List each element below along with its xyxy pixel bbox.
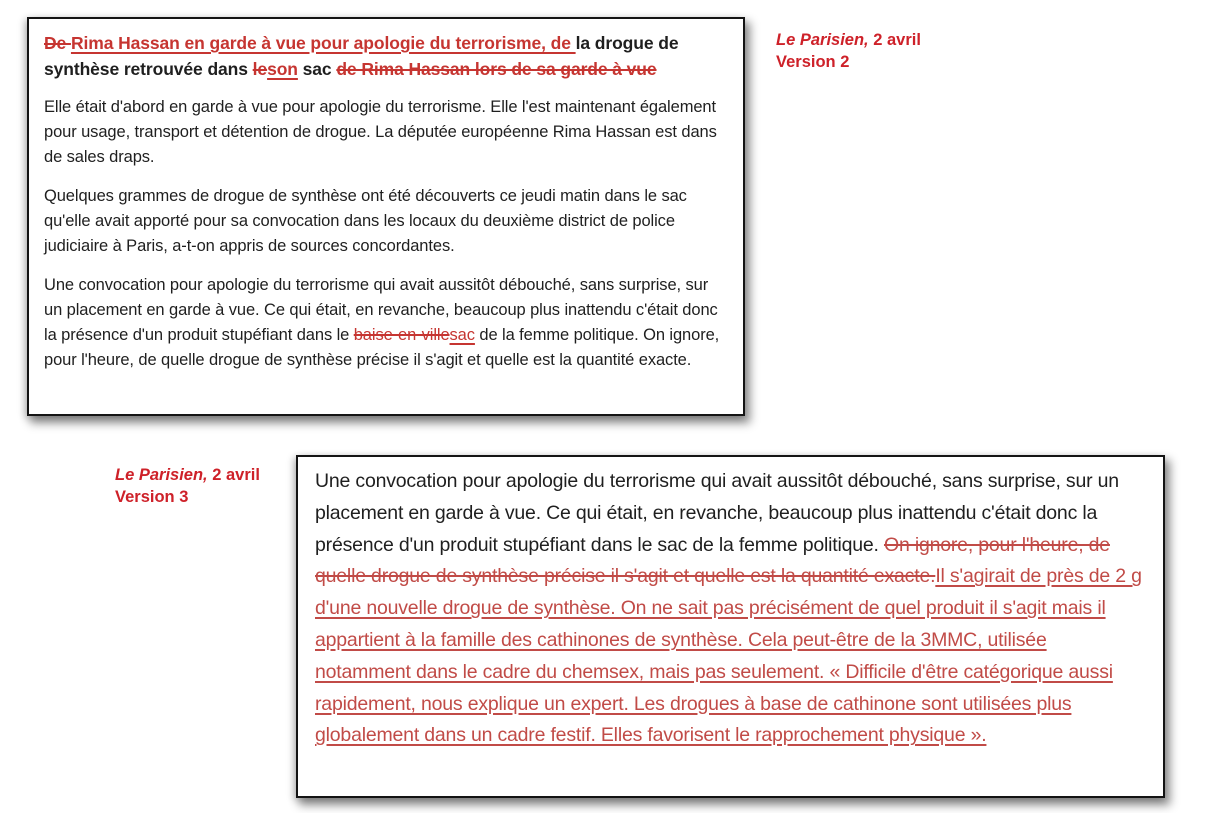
text-run-normal: la drogue de synthèse retrouvée dans [44,33,679,79]
article-title-tracked-changes [44,30,728,82]
text-run-deleted: De [44,33,71,53]
text-run-normal: Elle était d'abord en garde à vue pour apologie du terrorisme. Elle l'est maintenant également pour usage, transport et détention de drogue. La députée européenne Rima Hassan est dans de sales draps. [44,98,717,166]
version2-source-label [776,29,921,73]
text-run-inserted: sac [449,326,475,344]
text-run-inserted: son [267,59,298,79]
paragraph [44,184,728,259]
text-run-deleted: de Rima Hassan lors de sa garde à vue [336,59,657,79]
source-date: 2 avril [868,31,921,49]
text-run-deleted: le [252,59,268,79]
text-run-normal: sac [297,59,337,79]
paragraph [315,466,1146,752]
text-run-normal: Une convocation pour apologie du terrorisme qui avait aussitôt débouché, sans surprise, sur un placement en garde à vue. Ce qui était, en revanche, beaucoup plus inattendu c'était donc la présence d'un produit stupéfiant dans le sac de la femme politique. [315,470,1119,556]
version2-document-box [27,17,745,416]
paragraph [44,273,728,373]
version3-source-label [115,464,260,508]
source-name: Le Parisien, [776,31,869,49]
text-run-deleted: baise-en-ville [353,326,450,344]
version3-document-box [296,455,1165,798]
text-run-inserted: Rima Hassan en garde à vue pour apologie du terrorisme, de [70,33,576,53]
source-name: Le Parisien, [115,466,208,484]
text-run-normal: Une convocation pour apologie du terrorisme qui avait aussitôt débouché, sans surprise, sur un placement en garde à vue. Ce qui était, en revanche, beaucoup plus inattendu c'était donc la présence d'un produit stupéfiant dans le [44,276,718,344]
version-number: Version 3 [115,488,189,506]
text-run-deleted: On ignore, pour l'heure, de quelle drogue de synthèse précise il s'agit et quelle est la quantité exacte. [315,533,1110,588]
paragraph [44,95,728,170]
text-run-normal: Quelques grammes de drogue de synthèse ont été découverts ce jeudi matin dans le sac qu'elle avait apporté pour sa convocation dans les locaux du deuxième district de police judiciaire à Paris, a-t-on appris de sources concordantes. [44,187,687,255]
text-run-inserted: Il s'agirait de près de 2 g d'une nouvelle drogue de synthèse. On ne sait pas précisément de quel produit il s'agit mais il appartient à la famille des cathinones de synthèse. Cela peut-être de la 3MMC, utilisée notamment dans le cadre du chemsex, mais pas seulement. « Difficile d'être catégorique aussi rapidement, nous explique un expert. Les drogues à base de cathinone sont utilisées plus globalement dans un cadre festif. Elles favorisent le rapprochement physique ». [315,565,1142,747]
text-run-normal: de la femme politique. On ignore, pour l'heure, de quelle drogue de synthèse précise il s'agit et quelle est la quantité exacte. [44,326,720,369]
version-number: Version 2 [776,53,850,71]
source-date: 2 avril [207,466,260,484]
